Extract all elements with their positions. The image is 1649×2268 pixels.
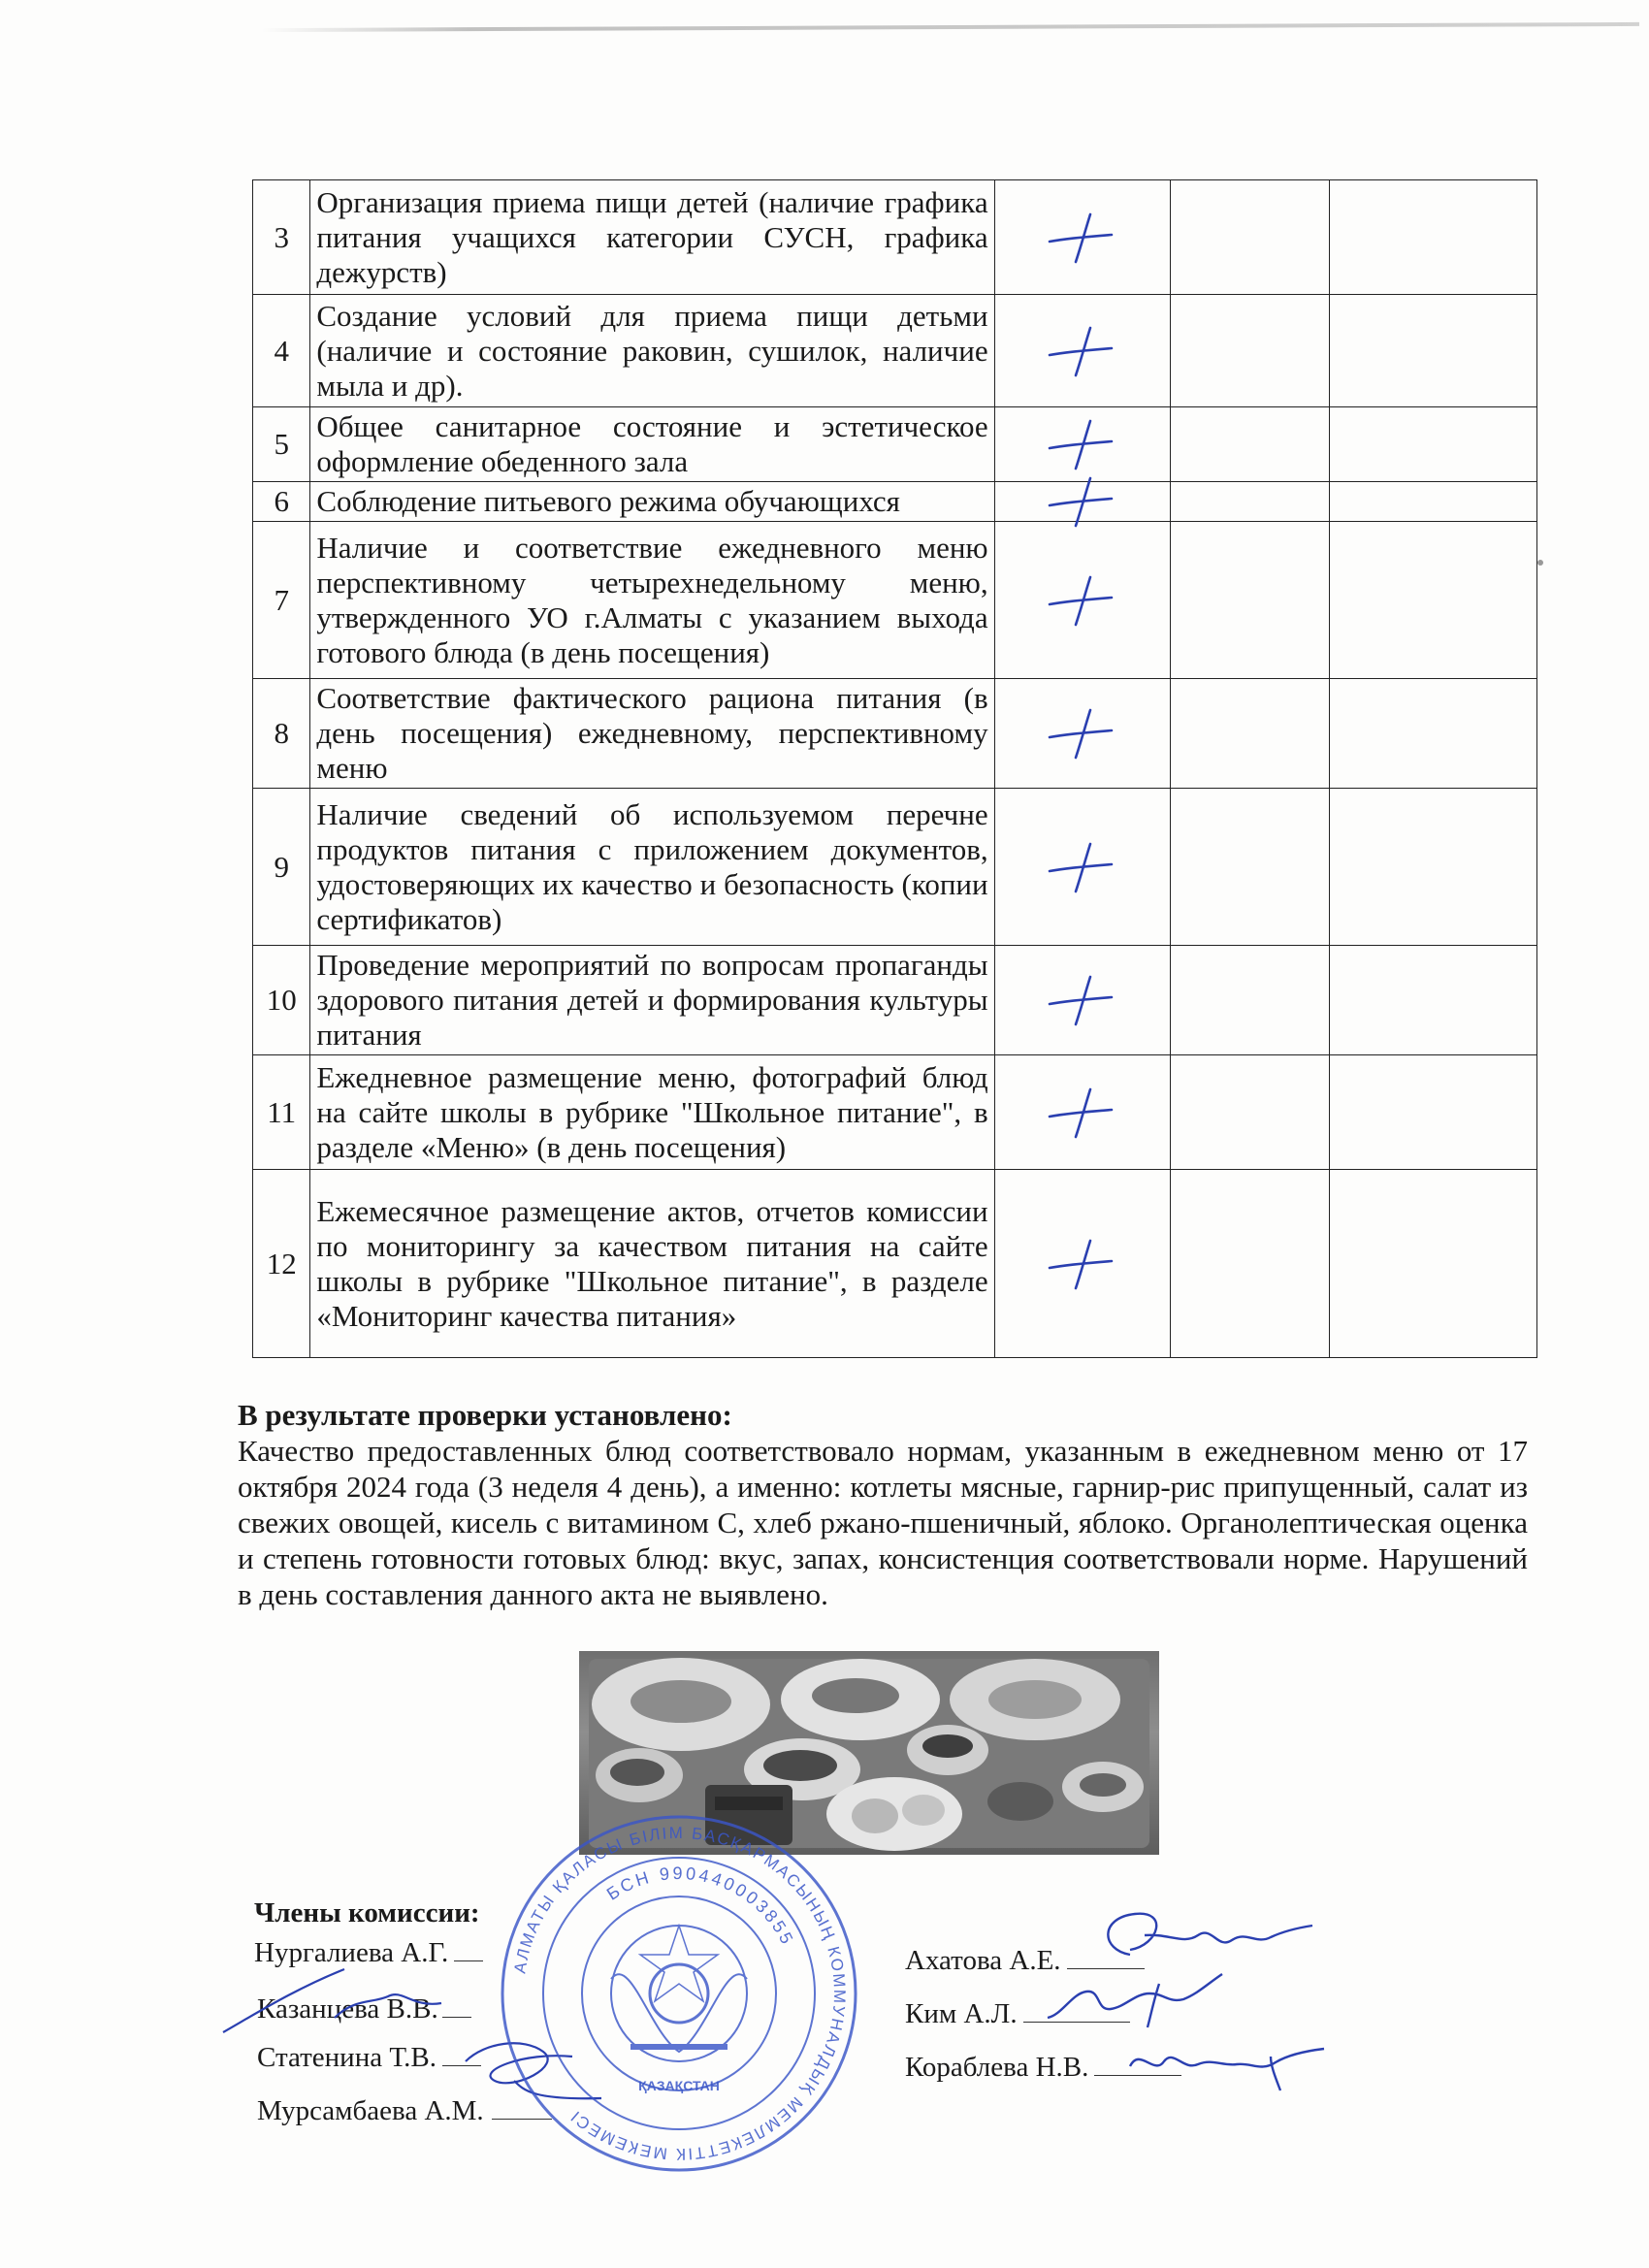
signature-line <box>454 1935 483 1961</box>
table-row <box>253 789 1537 946</box>
row-empty-cell <box>1170 1170 1330 1358</box>
row-empty-cell <box>1170 679 1330 789</box>
table-row <box>253 522 1537 679</box>
row-number: 4 <box>253 295 310 407</box>
row-criterion: Проведение мероприятий по вопросам пропаганды здорового питания детей и формирования культуры питания <box>310 946 994 1055</box>
table-row <box>253 1055 1537 1170</box>
member-name: Ахатова А.Е. <box>905 1945 1061 1976</box>
row-number: 11 <box>253 1055 310 1170</box>
check-mark-icon <box>1044 838 1121 896</box>
row-empty-cell <box>1170 946 1330 1055</box>
official-seal-stamp <box>495 1809 863 2178</box>
row-empty-cell <box>1330 180 1537 295</box>
check-mark-icon <box>1044 704 1121 762</box>
row-empty-cell <box>1330 295 1537 407</box>
stamp-outer-text: АЛМАТЫ ҚАЛАСЫ БІЛІМ БАСҚАРМАСЫНЫҢ КОММУНАЛДЫҚ МЕМЛЕКЕТТІК МЕКЕМЕСІ <box>510 1823 850 2164</box>
row-empty-cell <box>1330 1055 1537 1170</box>
row-number: 7 <box>253 522 310 679</box>
row-empty-cell <box>1330 679 1537 789</box>
row-mark-cell <box>994 295 1170 407</box>
row-empty-cell <box>1330 946 1537 1055</box>
stamp-center-text: ҚАЗАҚСТАН <box>638 2078 720 2093</box>
row-criterion: Соответствие фактического рациона питания (в день посещения) ежедневному, перспективному меню <box>310 679 994 789</box>
row-empty-cell <box>1330 1170 1537 1358</box>
row-number: 8 <box>253 679 310 789</box>
row-number: 10 <box>253 946 310 1055</box>
table-row <box>253 946 1537 1055</box>
row-criterion: Ежедневное размещение меню, фотографий блюд на сайте школы в рубрике "Школьное питание", в разделе «Меню» (в день посещения) <box>310 1055 994 1170</box>
row-mark-cell <box>994 1055 1170 1170</box>
row-empty-cell <box>1330 407 1537 482</box>
member-name: Ким А.Л. <box>905 1998 1018 2029</box>
table-row <box>253 180 1537 295</box>
member-name: Казанцева В.В. <box>257 1993 438 2025</box>
stamp-bin-text: БСН 990440003855 <box>602 1863 798 1950</box>
conclusion-text: Качество предоставленных блюд соответствовало нормам, указанным в ежедневном меню от 17 октября 2024 года (3 неделя 4 день), а именно: котлеты мясные, гарнир-рис припущенный, салат из свежих овощей, кисель с витамином С, хлеб ржано-пшеничный, яблоко. Органолептическая оценка и степень готовности готовых блюд: вкус, запах, консистенция соответствовали норме. Нарушений в день составления данного акта не выявлено. <box>238 1434 1528 1611</box>
row-mark-cell <box>994 1170 1170 1358</box>
row-empty-cell <box>1170 295 1330 407</box>
table-row <box>253 295 1537 407</box>
check-mark-icon <box>1044 322 1121 380</box>
row-mark-cell <box>994 679 1170 789</box>
signature-akhatova <box>1091 1906 1314 1969</box>
row-mark-cell <box>994 180 1170 295</box>
row-empty-cell <box>1330 522 1537 679</box>
row-number: 3 <box>253 180 310 295</box>
row-criterion: Ежемесячное размещение актов, отчетов комиссии по мониторингу за качеством питания на сайте школы в рубрике "Школьное питание", в разделе «Мониторинг качества питания» <box>310 1170 994 1358</box>
row-number: 6 <box>253 482 310 522</box>
row-empty-cell <box>1330 789 1537 946</box>
row-mark-cell <box>994 482 1170 522</box>
row-empty-cell <box>1330 482 1537 522</box>
check-mark-icon <box>1044 571 1121 630</box>
row-empty-cell <box>1170 789 1330 946</box>
row-criterion: Соблюдение питьевого режима обучающихся <box>310 482 994 522</box>
check-mark-icon <box>1044 209 1121 267</box>
table-row <box>253 679 1537 789</box>
commission-members <box>254 1896 480 1929</box>
table-row <box>253 482 1537 522</box>
row-criterion: Общее санитарное состояние и эстетическое оформление обеденного зала <box>310 407 994 482</box>
row-criterion: Организация приема пищи детей (наличие графика питания учащихся категории СУСН, графика дежурств) <box>310 180 994 295</box>
check-mark-icon <box>1044 1235 1121 1293</box>
member-name: Нургалиева А.Г. <box>254 1937 449 1968</box>
row-criterion: Наличие и соответствие ежедневного меню перспективному четырехнедельному меню, утвержденного УО г.Алматы с указанием выхода готового блюда (в день посещения) <box>310 522 994 679</box>
member-name: Кораблева Н.В. <box>905 2052 1089 2083</box>
row-empty-cell <box>1170 407 1330 482</box>
table-row <box>253 1170 1537 1358</box>
signature-korableva <box>1125 2037 1329 2095</box>
row-criterion: Создание условий для приема пищи детьми (наличие и состояние раковин, сушилок, наличие мыла и др). <box>310 295 994 407</box>
table-row <box>253 407 1537 482</box>
signature-kim <box>1043 1964 1227 2032</box>
row-empty-cell <box>1170 1055 1330 1170</box>
row-number: 9 <box>253 789 310 946</box>
svg-text:БСН 990440003855 <box>603 1863 798 1950</box>
conclusion-heading: В результате проверки установлено: <box>238 1398 732 1432</box>
row-number: 5 <box>253 407 310 482</box>
check-mark-icon <box>1044 971 1121 1029</box>
member-left-3 <box>257 2040 481 2074</box>
scan-dot <box>1537 560 1543 566</box>
criteria-table <box>252 179 1537 1358</box>
signature-kazantseva <box>218 1960 451 2037</box>
row-number: 12 <box>253 1170 310 1358</box>
members-heading: Члены комиссии: <box>254 1897 480 1928</box>
member-name: Мурсамбаева А.М. <box>257 2095 484 2126</box>
conclusion <box>238 1397 1528 1612</box>
check-mark-icon <box>1044 415 1121 473</box>
row-empty-cell <box>1170 180 1330 295</box>
row-criterion: Наличие сведений об используемом перечне продуктов питания с приложением документов, удостоверяющих их качество и безопасность (копии сертификатов) <box>310 789 994 946</box>
check-mark-icon <box>1044 1084 1121 1142</box>
scan-edge <box>262 22 1639 32</box>
member-name: Статенина Т.В. <box>257 2042 436 2073</box>
row-empty-cell <box>1170 522 1330 679</box>
row-mark-cell <box>994 522 1170 679</box>
row-mark-cell <box>994 946 1170 1055</box>
row-empty-cell <box>1170 482 1330 522</box>
row-mark-cell <box>994 789 1170 946</box>
row-mark-cell <box>994 407 1170 482</box>
